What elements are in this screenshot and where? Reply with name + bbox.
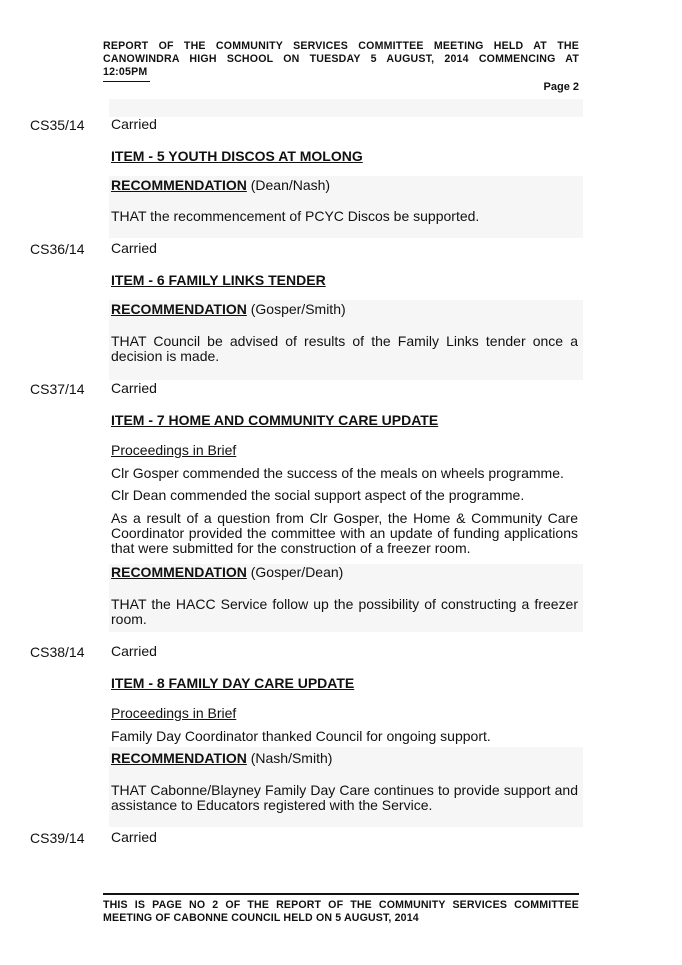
recommendation-line (111, 178, 330, 193)
recommendation-line (111, 302, 346, 317)
minute-number: CS35/14 (30, 117, 85, 133)
minute-number: CS36/14 (30, 241, 85, 257)
item-heading: ITEM - 6 FAMILY LINKS TENDER (111, 272, 326, 288)
carried-text: Carried (111, 380, 157, 396)
item-heading: ITEM - 8 FAMILY DAY CARE UPDATE (111, 675, 355, 691)
carried-text: Carried (111, 829, 157, 845)
recommendation-text: THAT Cabonne/Blayney Family Day Care continues to provide support and assistance to Educators registered with the Service. (111, 782, 578, 813)
report-header (103, 40, 579, 79)
recommendation-label: RECOMMENDATION (111, 177, 247, 193)
item-heading: ITEM - 7 HOME AND COMMUNITY CARE UPDATE (111, 412, 439, 428)
recommendation-line (111, 565, 343, 580)
header-line-2: CANOWINDRA HIGH SCHOOL ON TUESDAY 5 AUGUST, 2014 COMMENCING AT (103, 53, 579, 65)
carried-text: Carried (111, 240, 157, 256)
proceedings-paragraph: Family Day Coordinator thanked Council for ongoing support. (111, 728, 491, 744)
recommendation-text: THAT Council be advised of results of the Family Links tender once a decision is made. (111, 333, 578, 364)
proceedings-paragraph: As a result of a question from Clr Gosper, the Home & Community Care Coordinator provided the committee with an update of funding applications that were submitted for the construction of a freezer room. (111, 510, 578, 556)
proceedings-in-brief: Proceedings in Brief (111, 442, 237, 458)
proceedings-in-brief: Proceedings in Brief (111, 705, 237, 721)
page-footer: THIS IS PAGE NO 2 OF THE REPORT OF THE COMMUNITY SERVICES COMMITTEE MEETING OF CABONNE COUNCIL HELD ON 5 AUGUST, 2014 (103, 899, 579, 924)
recommendation-text: THAT the recommencement of PCYC Discos be supported. (111, 208, 480, 224)
recommendation-movers: (Gosper/Smith) (246, 301, 346, 317)
recommendation-movers: (Nash/Smith) (246, 750, 333, 766)
minute-number: CS39/14 (30, 830, 85, 846)
carried-text: Carried (111, 116, 157, 132)
recommendation-text: THAT the HACC Service follow up the possibility of constructing a freezer room. (111, 596, 578, 627)
header-line-3: 12:05PM (103, 66, 148, 78)
shaded-band (109, 99, 583, 117)
header-underline (103, 81, 150, 82)
item-heading: ITEM - 5 YOUTH DISCOS AT MOLONG (111, 148, 363, 164)
carried-text: Carried (111, 643, 157, 659)
recommendation-movers: (Gosper/Dean) (246, 564, 344, 580)
recommendation-label: RECOMMENDATION (111, 301, 247, 317)
proceedings-paragraph: Clr Dean commended the social support aspect of the programme. (111, 487, 525, 503)
recommendation-movers: (Dean/Nash) (246, 177, 331, 193)
page-number: Page 2 (543, 81, 579, 93)
footer-rule (103, 893, 579, 895)
recommendation-label: RECOMMENDATION (111, 750, 247, 766)
recommendation-label: RECOMMENDATION (111, 564, 247, 580)
recommendation-line (111, 751, 332, 766)
proceedings-paragraph: Clr Gosper commended the success of the meals on wheels programme. (111, 465, 564, 481)
minute-number: CS37/14 (30, 381, 85, 397)
minute-number: CS38/14 (30, 644, 85, 660)
header-line-1: REPORT OF THE COMMUNITY SERVICES COMMITTEE MEETING HELD AT THE (103, 40, 579, 52)
